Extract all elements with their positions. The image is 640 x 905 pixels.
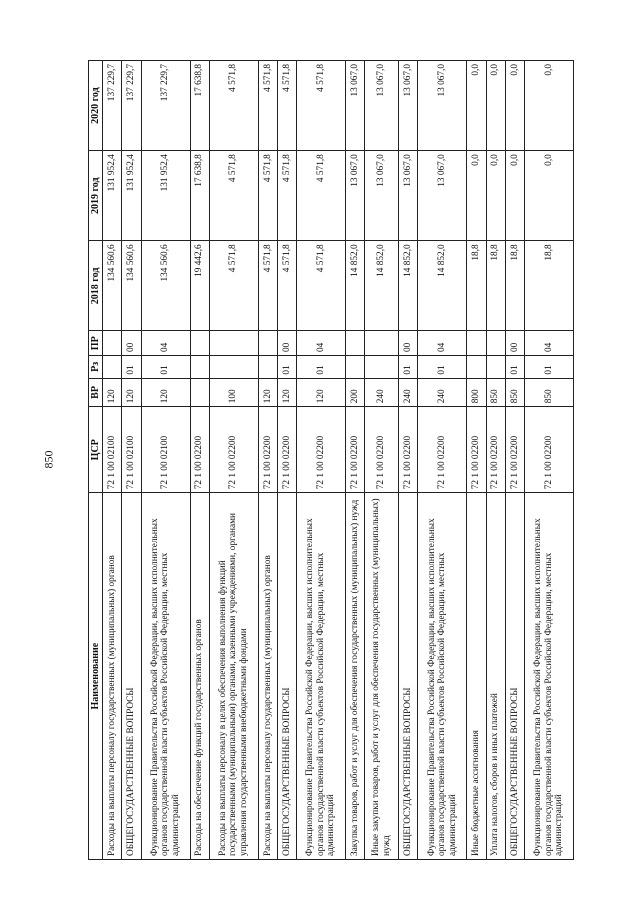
cell-2018: 14 852,0 [345,241,364,331]
cell-2018: 18,8 [524,241,573,331]
cell-2018: 4 571,8 [296,241,345,331]
cell-csr: 72 1 00 02200 [258,407,277,493]
table-header-row [89,61,103,860]
cell-pr: 04 [296,331,345,356]
cell-pr: 04 [141,331,190,356]
cell-name: Функционирование Правительства Российской Федерации, высших исполнительных органов государственной власти субъектов Российской Федерации, местных администраций [296,493,345,860]
cell-2019: 0,0 [505,151,524,241]
cell-2019: 13 067,0 [418,151,467,241]
table-row [103,61,122,860]
table-row [486,61,505,860]
page-number: 850 [41,450,56,469]
header-name: Наименование [89,493,103,860]
cell-csr: 72 1 00 02100 [103,407,122,493]
cell-2020: 0,0 [467,61,486,151]
cell-rz [365,356,399,379]
cell-csr: 72 1 00 02100 [122,407,141,493]
cell-rz: 01 [505,356,524,379]
budget-table [88,60,574,860]
cell-pr: 00 [399,331,418,356]
cell-pr [258,331,277,356]
cell-csr: 72 1 00 02200 [296,407,345,493]
cell-2020: 13 067,0 [345,61,364,151]
cell-vr: 120 [277,378,296,407]
cell-2019: 13 067,0 [365,151,399,241]
cell-2019: 131 952,4 [141,151,190,241]
cell-2018: 134 560,6 [122,241,141,331]
table-row [141,61,190,860]
cell-rz [486,356,505,379]
cell-name: ОБЩЕГОСУДАРСТВЕННЫЕ ВОПРОСЫ [399,493,418,860]
cell-vr: 200 [345,378,364,407]
cell-2018: 134 560,6 [141,241,190,331]
table-row [258,61,277,860]
cell-vr: 850 [505,378,524,407]
header-2019: 2019 год [89,151,103,241]
cell-csr: 72 1 00 02200 [486,407,505,493]
table-row [277,61,296,860]
table-row [365,61,399,860]
cell-2018: 14 852,0 [365,241,399,331]
cell-csr: 72 1 00 02200 [277,407,296,493]
cell-name: ОБЩЕГОСУДАРСТВЕННЫЕ ВОПРОСЫ [505,493,524,860]
cell-2019: 13 067,0 [399,151,418,241]
cell-rz [258,356,277,379]
cell-name: Иные бюджетные ассигнования [467,493,486,860]
cell-name: Расходы на выплаты персоналу государственных (муниципальных) органов [258,493,277,860]
cell-vr: 100 [209,378,258,407]
cell-2020: 4 571,8 [258,61,277,151]
cell-vr: 120 [296,378,345,407]
cell-2020: 0,0 [486,61,505,151]
cell-2020: 13 067,0 [399,61,418,151]
cell-rz [209,356,258,379]
cell-vr: 850 [486,378,505,407]
cell-vr: 800 [467,378,486,407]
cell-2020: 13 067,0 [365,61,399,151]
cell-name: Закупка товаров, работ и услуг для обеспечения государственных (муниципальных) нужд [345,493,364,860]
cell-name: Функционирование Правительства Российской Федерации, высших исполнительных органов государственной власти субъектов Российской Федерации, местных администраций [141,493,190,860]
cell-csr: 72 1 00 02200 [190,407,209,493]
cell-pr: 00 [505,331,524,356]
cell-2019: 4 571,8 [296,151,345,241]
cell-2019: 131 952,4 [122,151,141,241]
cell-rz [103,356,122,379]
cell-2018: 18,8 [486,241,505,331]
cell-2018: 18,8 [505,241,524,331]
cell-rz: 01 [418,356,467,379]
cell-2020: 0,0 [524,61,573,151]
cell-2018: 4 571,8 [277,241,296,331]
header-2018: 2018 год [89,241,103,331]
rotated-table-container [88,60,574,860]
cell-csr: 72 1 00 02200 [399,407,418,493]
cell-2020: 4 571,8 [277,61,296,151]
cell-csr: 72 1 00 02200 [209,407,258,493]
header-rz: Рз [89,356,103,379]
cell-2018: 19 442,6 [190,241,209,331]
cell-rz [345,356,364,379]
table-row [190,61,209,860]
cell-2020: 13 067,0 [418,61,467,151]
cell-name: ОБЩЕГОСУДАРСТВЕННЫЕ ВОПРОСЫ [277,493,296,860]
cell-pr [345,331,364,356]
header-2020: 2020 год [89,61,103,151]
cell-rz: 01 [122,356,141,379]
cell-2020: 137 229,7 [141,61,190,151]
header-vr: ВР [89,378,103,407]
cell-csr: 72 1 00 02200 [505,407,524,493]
cell-csr: 72 1 00 02200 [418,407,467,493]
cell-vr: 850 [524,378,573,407]
table-row [122,61,141,860]
cell-2019: 4 571,8 [277,151,296,241]
cell-name: Уплата налогов, сборов и иных платежей [486,493,505,860]
header-pr: ПР [89,331,103,356]
cell-pr [190,331,209,356]
table-row [209,61,258,860]
cell-pr [209,331,258,356]
cell-pr [365,331,399,356]
table-row [524,61,573,860]
cell-2018: 4 571,8 [258,241,277,331]
cell-2019: 0,0 [467,151,486,241]
table-row [296,61,345,860]
cell-vr: 240 [365,378,399,407]
cell-vr: 120 [258,378,277,407]
cell-csr: 72 1 00 02200 [524,407,573,493]
cell-csr: 72 1 00 02200 [467,407,486,493]
cell-name: Функционирование Правительства Российской Федерации, высших исполнительных органов государственной власти субъектов Российской Федерации, местных администраций [524,493,573,860]
cell-rz: 01 [277,356,296,379]
cell-2020: 137 229,7 [103,61,122,151]
cell-2019: 4 571,8 [258,151,277,241]
cell-2019: 4 571,8 [209,151,258,241]
cell-vr: 120 [122,378,141,407]
cell-2020: 4 571,8 [209,61,258,151]
table-body [103,61,574,860]
cell-pr: 04 [524,331,573,356]
cell-rz [467,356,486,379]
cell-vr: 120 [141,378,190,407]
table-row [418,61,467,860]
cell-pr: 00 [122,331,141,356]
rotated-page-area [88,60,574,860]
cell-vr: 240 [418,378,467,407]
cell-rz: 01 [141,356,190,379]
table-row [399,61,418,860]
cell-rz: 01 [399,356,418,379]
cell-vr [190,378,209,407]
header-csr: ЦСР [89,407,103,493]
cell-vr: 240 [399,378,418,407]
table-row [345,61,364,860]
cell-csr: 72 1 00 02200 [365,407,399,493]
cell-pr [103,331,122,356]
cell-pr [486,331,505,356]
cell-name: Расходы на выплаты персоналу в целях обеспечения выполнения функций государственными (муниципальными) органами, казенными учреждениями, органами управления государственными внебюджетными фондами [209,493,258,860]
cell-2019: 13 067,0 [345,151,364,241]
cell-2020: 4 571,8 [296,61,345,151]
cell-rz [190,356,209,379]
cell-name: Расходы на обеспечение функций государственных органов [190,493,209,860]
cell-2019: 0,0 [486,151,505,241]
cell-rz: 01 [524,356,573,379]
cell-vr: 120 [103,378,122,407]
cell-2019: 0,0 [524,151,573,241]
cell-2019: 17 638,8 [190,151,209,241]
cell-pr [467,331,486,356]
cell-csr: 72 1 00 02200 [345,407,364,493]
cell-rz: 01 [296,356,345,379]
cell-2018: 134 560,6 [103,241,122,331]
cell-2019: 131 952,4 [103,151,122,241]
cell-2018: 4 571,8 [209,241,258,331]
cell-name: Расходы на выплаты персоналу государственных (муниципальных) органов [103,493,122,860]
cell-2020: 17 638,8 [190,61,209,151]
cell-2018: 14 852,0 [418,241,467,331]
table-row [467,61,486,860]
cell-name: ОБЩЕГОСУДАРСТВЕННЫЕ ВОПРОСЫ [122,493,141,860]
cell-csr: 72 1 00 02100 [141,407,190,493]
table-row [505,61,524,860]
cell-name: Иные закупки товаров, работ и услуг для обеспечения государственных (муниципальных) нужд [365,493,399,860]
cell-2020: 137 229,7 [122,61,141,151]
cell-2018: 18,8 [467,241,486,331]
cell-pr: 00 [277,331,296,356]
cell-2018: 14 852,0 [399,241,418,331]
cell-name: Функционирование Правительства Российской Федерации, высших исполнительных органов государственной власти субъектов Российской Федерации, местных администраций [418,493,467,860]
cell-pr: 04 [418,331,467,356]
cell-2020: 0,0 [505,61,524,151]
